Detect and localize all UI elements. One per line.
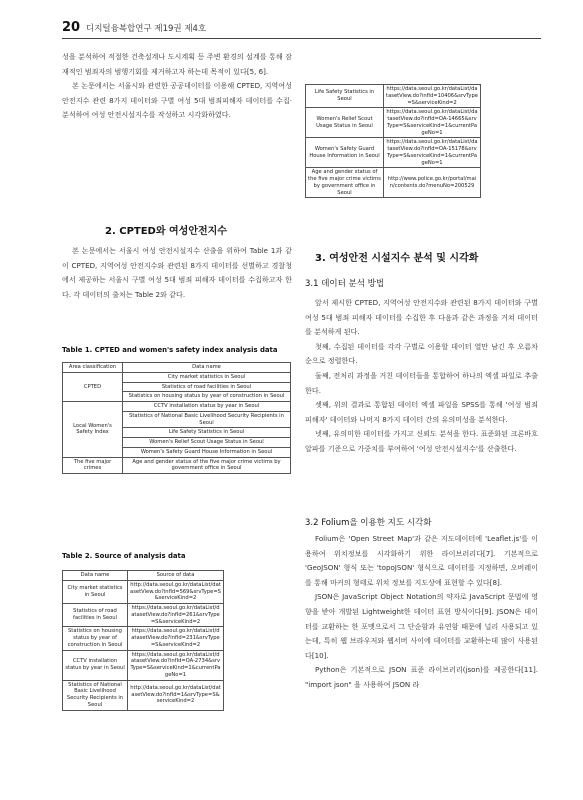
- table1-header-area: Area classification: [63, 363, 123, 373]
- paragraph: 앞서 제시한 CPTED, 지역여성 안전지수와 관련된 8가지 데이터와 구별 여성 5대 범죄 피해자 데이터를 수집한 후 다음과 같은 과정을 거쳐 데이터를 분석하게 된다.: [305, 298, 538, 337]
- table1-cell: CCTV installation status by year in Seoul: [123, 402, 291, 412]
- paragraph: 둘째, 전처리 과정을 거친 데이터들을 통합하여 하나의 엑셀 파일로 추출한다.: [305, 370, 538, 395]
- table2-cell: Statistics of road facilities in Seoul: [63, 604, 128, 627]
- paragraph: Python은 기본적으로 JSON 표준 라이브러리(json)를 제공한다[11]. "import json" 을 사용하여 JSON 라: [305, 665, 538, 689]
- table2-url: https://data.seoul.go.kr/dataList/datasetView.do?infId=261&srvType=S&serviceKind=2: [128, 604, 224, 627]
- paragraph: 본 논문에서는 서울시 여성 안전시설지수 산출을 위하여 Table 1과 같이 CPTED, 지역여성 안전지수와 관련된 8가지 데이터를 선별하고 경찰청에서 제공하는 서울시 구별 여성 5대 범죄 피해자 데이터를 수집하고자 한다. 각 데이터의 출처는 Table 2와 같다.: [62, 246, 292, 299]
- table2-caption: Table 2. Source of analysis data: [62, 552, 186, 560]
- table2-url: http://data.seoul.go.kr/dataList/datasetView.do?infId=1&srvType=S&serviceKind=2: [128, 680, 224, 710]
- paragraph: 첫째, 수집된 데이터를 각각 구별로 이용할 데이터 열만 남긴 후 오름차순으로 정렬한다.: [305, 341, 538, 366]
- table1-area-cell: Local Women's Safety Index: [63, 402, 123, 458]
- table2-cell: Age and gender status of the five major crime victims by government office in Seoul: [306, 168, 384, 198]
- table-row: [63, 372, 291, 382]
- table2-url: http://data.seoul.go.kr/dataList/datasetView.do?infId=569&srvType=S&serviceKind=2: [128, 580, 224, 603]
- table-row: [63, 457, 291, 474]
- table2: [62, 570, 224, 711]
- table1-cell: Statistics on housing status by year of construction in Seoul: [123, 392, 291, 402]
- paragraph: 본 논문에서는 서울시와 관련한 공공데이터를 이용해 CPTED, 지역여성 안전지수 관련 8가지 데이터와 구별 여성 5대 범죄피해자 데이터를 수집·분석하여 여성 안전시설지수를 작성하고 시각화하였다.: [62, 81, 292, 120]
- paragraph: 넷째, 유의미한 데이터를 가지고 신뢰도 분석을 한다. 표준화된 크론바흐 알파를 기준으로 가중치를 부여하여 '여성 안전시설지수'를 산출한다.: [305, 429, 538, 453]
- journal-title: 디지털융복합연구 제19권 제4호: [86, 24, 207, 34]
- table1-cell: Statistics of road facilities in Seoul: [123, 382, 291, 392]
- table-row: [306, 85, 481, 108]
- table2-url: https://data.seoul.go.kr/dataList/datasetView.do?infId=OA-2734&srvType=S&serviceKind=1&currentPageNo=1: [128, 650, 224, 680]
- table2-header-dataname: Data name: [63, 571, 128, 581]
- table1-cell: Women's Safety Guard House Information in Seoul: [123, 447, 291, 457]
- table2-url: https://data.seoul.go.kr/dataList/datasetView.do?infId=OA-14665&srvType=S&serviceKind=1&currentPageNo=1: [384, 108, 481, 138]
- table2-url: http://www.police.go.kr/portal/main/contents.do?menuNo=200529: [384, 168, 481, 198]
- section-2-title: 2. CPTED와 여성안전지수: [105, 226, 227, 237]
- paragraph: JSON은 JavaScript Object Notation의 약자로 JavaScript 문법에 영향을 받아 개발된 Lightweight한 데이터 표현 방식이다[9]. JSON은 데이터를 교환하는 한 포맷으로서 그 단순함과 유연함 때문에 널리 사용되고 있는데, 특히 웹 브라우저와 웹서버 사이에 데이터를 교환하는데 많이 사용된다[10].: [305, 592, 538, 660]
- table2-cell: CCTV installation status by year in Seoul: [63, 650, 128, 680]
- table1-cell: City market statistics in Seoul: [123, 372, 291, 382]
- table1-area-cell: CPTED: [63, 372, 123, 401]
- table-row: [306, 108, 481, 138]
- paragraph: Folium은 'Open Street Map'과 같은 지도데이터에 'Leaflet.js'를 이용하여 위치정보를 시각화하기 위한 라이브러리다[7]. 기본적으로 'GeoJSON' 형식 또는 'topoJSON' 형식으로 데이터를 지정하면, 오버레이를 통해 마커의 형태로 위치 정보를 지도상에 표현할 수 있다[8].: [305, 534, 538, 587]
- table2-url: https://data.seoul.go.kr/dataList/datasetView.do?infId=OA-15178&srvType=S&serviceKind=1&currentPageNo=1: [384, 138, 481, 168]
- table1-cell: Age and gender status of the five major crime victims by government office in Seoul: [123, 457, 291, 474]
- table-row: [63, 402, 291, 412]
- table1: [62, 362, 291, 474]
- table2-url: https://data.seoul.go.kr/dataList/datasetView.do?infId=231&srvType=S&serviceKind=2: [128, 627, 224, 650]
- table1-cell: Women's Relief Scout Usage Status in Seoul: [123, 438, 291, 448]
- table2-cell: Statistics of National Basic Livelihood Security Recipients in Seoul: [63, 680, 128, 710]
- table1-area-cell: The five major crimes: [63, 457, 123, 474]
- table-row: [306, 168, 481, 198]
- left-intro: [62, 50, 292, 123]
- table-row: [306, 138, 481, 168]
- table-row: [63, 680, 224, 710]
- table1-cell: Life Safety Statistics in Seoul: [123, 428, 291, 438]
- table2-header-source: Source of data: [128, 571, 224, 581]
- paragraph: 셋째, 위의 결과로 통합된 데이터 엑셀 파일을 SPSS를 통해 '여성 범죄 피해자' 데이터와 나머지 8가지 데이터 간의 유의미성을 분석한다.: [305, 400, 538, 424]
- header-rule: [62, 38, 541, 39]
- table2-cell: Statistics on housing status by year of construction in Seoul: [63, 627, 128, 650]
- table-row: [63, 650, 224, 680]
- table2-cell: City market statistics in Seoul: [63, 580, 128, 603]
- table-row: [63, 580, 224, 603]
- table2-cell: Women's Safety Guard House Information in Seoul: [306, 138, 384, 168]
- table1-cell: Statistics of National Basic Livelihood Security Recipients in Seoul: [123, 411, 291, 428]
- section-3-title: 3. 여성안전 시설지수 분석 및 시각화: [315, 253, 479, 264]
- table2-cell: Women's Relief Scout Usage Status in Seoul: [306, 108, 384, 138]
- table1-header-dataname: Data name: [123, 363, 291, 373]
- right-section31-body: [305, 296, 538, 457]
- table2-url: https://data.seoul.go.kr/dataList/datasetView.do?infId=10406&srvType=S&serviceKind=2: [384, 85, 481, 108]
- table-row: [63, 627, 224, 650]
- left-section2-body: [62, 244, 292, 302]
- paragraph: 성을 분석하여 적절한 건축설계나 도시계획 등 주변 환경의 설계를 통해 잠재적인 범죄자의 범행기회를 제거하고자 하는데 목적이 있다[5, 6].: [62, 52, 292, 76]
- subsection-3-2-title: 3.2 Folium을 이용한 지도 시각화: [305, 518, 432, 528]
- right-section32-body: [305, 532, 538, 693]
- table2-cell: Life Safety Statistics in Seoul: [306, 85, 384, 108]
- page-header: [62, 20, 542, 40]
- subsection-3-1-title: 3.1 데이터 분석 방법: [305, 279, 385, 289]
- page-number: 20: [62, 20, 81, 35]
- table-row: [63, 604, 224, 627]
- table1-caption: Table 1. CPTED and women's safety index analysis data: [62, 346, 278, 354]
- table2-continued: [305, 84, 481, 198]
